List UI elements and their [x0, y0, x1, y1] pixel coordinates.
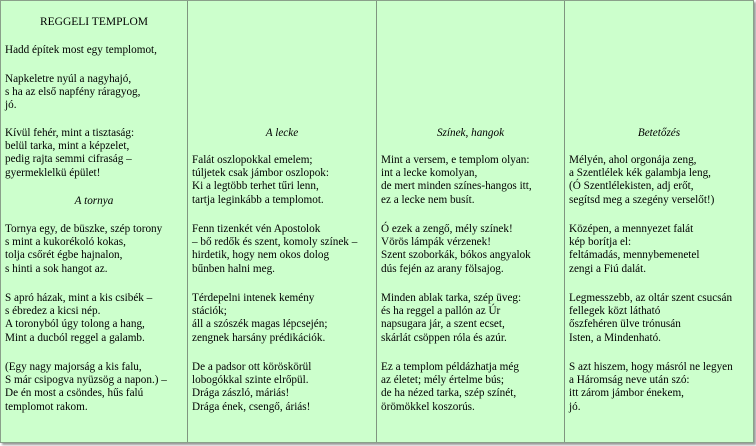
verse-line: de ha nézed tarka, szép színét,: [381, 387, 517, 400]
stanza: [192, 223, 374, 276]
verse-line: s ha az első napfény ráragyog,: [5, 86, 141, 99]
verse-line: S apró házak, mint a kis csibék –: [5, 292, 153, 304]
verse-line: Fenn tizenkét vén Apostolok: [192, 223, 321, 235]
verse-line: Hadd építek most egy templomot,: [5, 44, 157, 56]
section-heading: A tornya: [74, 195, 114, 207]
stanza: [569, 361, 751, 414]
verse-line: s hinti a sok hangot az.: [5, 262, 108, 275]
verse-line: őszfehéren ülve trónusán: [569, 318, 681, 331]
verse-line: stációk;: [192, 305, 227, 318]
verse-line: Mélyén, ahol orgonája zeng,: [569, 154, 697, 166]
verse-line: templomot rakom.: [5, 400, 88, 413]
verse-line: feltámadás, mennybemenetel: [569, 249, 700, 262]
verse-line: Kívül fehér, mint a tisztaság:: [5, 127, 135, 139]
verse-line: Minden ablak tarka, szép üveg:: [381, 292, 522, 304]
verse-line: Vörös lámpák vérzenek!: [381, 236, 491, 249]
column-3: [377, 1, 565, 442]
verse-line: A toronyból úgy tolong a hang,: [5, 318, 145, 331]
stanza: [381, 223, 562, 276]
verse-line: De én most a csöndes, hűs falú: [5, 387, 144, 400]
column-heading: A lecke: [265, 127, 299, 139]
verse-line: zengnek harsány prédikációk.: [192, 331, 326, 344]
verse-line: Középen, a mennyezet falát: [569, 223, 694, 235]
stanza: [192, 361, 374, 414]
verse-line: Tornya egy, de büszke, szép torony: [5, 223, 163, 235]
verse-line: gyermeklelkü épület!: [5, 166, 101, 179]
verse-line: dús fején az arany fölsajog.: [381, 262, 504, 275]
verse-line: – bő redők és szent, komoly színek –: [192, 236, 358, 249]
verse-line: Mint a ducból reggel a galamb.: [5, 331, 145, 344]
verse-line: túljetek csak jámbor oszlopok:: [192, 167, 330, 180]
verse-line: Ez a templom példázhatja még: [381, 361, 519, 373]
verse-line: S már csipogva nyüzsög a napon.) –: [5, 374, 167, 387]
verse-line: az életet; mély értelme bús;: [381, 374, 505, 387]
column-1: [1, 1, 188, 442]
verse-line: Falát oszlopokkal emelem;: [192, 154, 313, 166]
stanza: [5, 127, 185, 180]
stanza: [569, 154, 751, 207]
column-4: [565, 1, 753, 442]
verse-line: itt zárom jámbor énekem,: [569, 387, 684, 400]
stanza: [192, 154, 374, 207]
verse-line: Ó ezek a zengő, mély színek!: [381, 223, 513, 235]
verse-line: Mint a versem, e templom olyan:: [381, 154, 530, 166]
verse-line: s ébredez a kicsi nép.: [5, 305, 101, 318]
verse-line: Drága ének, csengő, áriás!: [192, 400, 311, 413]
stanza: [5, 292, 185, 345]
stanza: [381, 154, 562, 207]
verse-line: skárlát csöppen róla és azúr.: [381, 331, 507, 344]
verse-line: Térdepelni intenek kemény: [192, 292, 315, 304]
verse-line: (Egy nagy majorság a kis falu,: [5, 361, 142, 373]
verse-line: napsugara jár, a szent ecset,: [381, 318, 505, 331]
column-heading: Betetőzés: [637, 127, 681, 139]
column-2: [188, 1, 377, 442]
verse-line: és ha reggel a pallón az Úr: [381, 305, 501, 318]
verse-line: hirdetik, hogy nem okos dolog: [192, 249, 330, 262]
verse-line: fellegek közt látható: [569, 305, 661, 318]
verse-line: S azt hiszem, hogy másról ne legyen: [569, 361, 733, 373]
verse-line: Isten, a Mindenható.: [569, 331, 661, 344]
verse-line: Legmesszebb, az oltár szent csucsán: [569, 292, 733, 304]
verse-line: kép borítja el:: [569, 236, 632, 249]
verse-line: tolja csőrét égbe hajnalon,: [5, 249, 123, 262]
verse-line: belül tarka, mint a képzelet,: [5, 140, 130, 153]
verse-line: Ki a legtöbb terhet tűri lenn,: [192, 180, 319, 193]
verse-line: pedig rajta semmi cifraság –: [5, 153, 132, 166]
verse-line: jó.: [569, 400, 581, 413]
verse-line: s mint a kukorékoló kokas,: [5, 236, 126, 249]
stanza: [5, 223, 185, 276]
verse-line: bűnben halni meg.: [192, 262, 275, 275]
verse-line: a Háromság neve után szó:: [569, 374, 690, 387]
stanza: [569, 223, 751, 276]
stanza: [381, 361, 562, 414]
verse-line: Drága zászló, máriás!: [192, 387, 290, 400]
verse-line: de mert minden színes-hangos itt,: [381, 180, 532, 193]
stanza: [5, 44, 185, 57]
verse-line: lobogókkal szinte elrőpül.: [192, 374, 309, 387]
verse-line: tartja leginkább a templomot.: [192, 193, 324, 206]
poem-title: REGGELI TEMPLOM: [39, 16, 149, 28]
verse-line: int a lecke komolyan,: [381, 167, 478, 180]
verse-line: (Ó Szentlélekisten, adj erőt,: [569, 180, 694, 193]
verse-line: Szent szoborkák, bókos angyalok: [381, 249, 531, 262]
stanza: [5, 361, 185, 414]
verse-line: örömökkel koszorús.: [381, 400, 475, 413]
verse-line: ez a lecke nem busít.: [381, 193, 475, 206]
column-heading: Színek, hangok: [436, 127, 505, 139]
verse-line: zengi a Fiú dalát.: [569, 262, 647, 275]
verse-line: a Szentlélek kék galambja leng,: [569, 167, 711, 180]
stanza: [569, 292, 751, 345]
stanza: [381, 292, 562, 345]
verse-line: segítsd meg a szegény verselőt!): [569, 193, 715, 206]
verse-line: De a padsor ott köröskörül: [192, 361, 312, 373]
stanza: [5, 73, 185, 113]
verse-line: Napkeletre nyúl a nagyhajó,: [5, 73, 132, 85]
stanza: [192, 292, 374, 345]
verse-line: áll a szószék magas lépcsején;: [192, 318, 328, 331]
verse-line: jó.: [5, 99, 17, 112]
